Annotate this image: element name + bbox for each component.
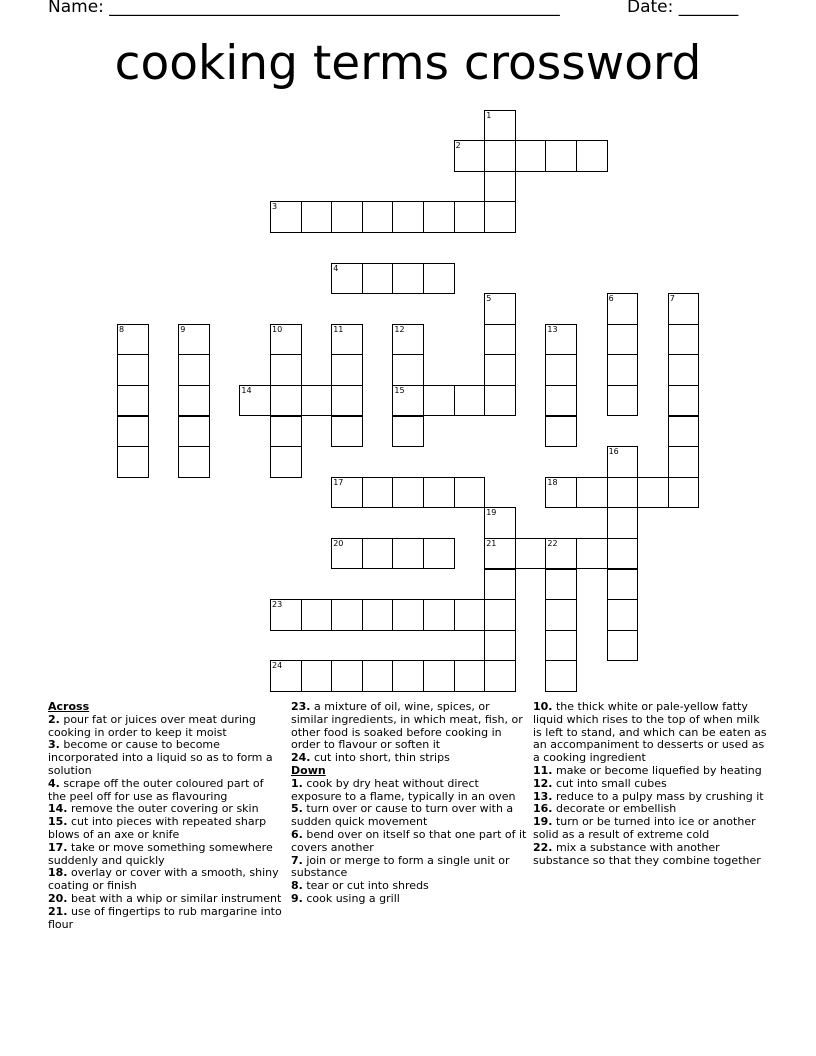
grid-cell[interactable] [607, 599, 639, 631]
grid-cell[interactable] [668, 385, 700, 417]
clue-number: 18 [547, 477, 558, 487]
grid-cell[interactable] [362, 201, 394, 233]
grid-cell[interactable] [607, 538, 639, 570]
grid-cell[interactable] [301, 201, 333, 233]
clue-number-label: 5. [291, 802, 303, 816]
clue-number-label: 18. [48, 866, 68, 880]
grid-cell[interactable] [301, 599, 333, 631]
clue-number-label: 7. [291, 853, 303, 867]
clue-number-label: 20. [48, 891, 68, 905]
grid-cell[interactable] [331, 477, 363, 509]
grid-cell[interactable] [484, 171, 516, 203]
grid-cell[interactable] [484, 599, 516, 631]
clue-text: cut into short, thin strips [310, 751, 450, 765]
grid-cell[interactable] [545, 385, 577, 417]
clue-number: 7 [669, 294, 675, 304]
clue-number: 6 [608, 294, 614, 304]
grid-cell[interactable] [607, 507, 639, 539]
grid-cell[interactable] [239, 385, 271, 417]
clue-text: turn or be turned into ice or another solid as a result of extreme cold [533, 815, 756, 841]
clue-item [291, 778, 527, 804]
clue-text: bend over on itself so that one part of it covers another [291, 827, 527, 854]
grid-cell[interactable] [484, 660, 516, 692]
clue-number: 20 [333, 538, 344, 548]
grid-cell[interactable] [545, 354, 577, 386]
clue-text: join or merge to form a single unit or substance [291, 853, 510, 880]
clue-item [48, 714, 284, 740]
grid-cell[interactable] [423, 599, 455, 631]
grid-cell[interactable] [484, 293, 516, 325]
grid-cell[interactable] [392, 660, 424, 692]
clue-number: 11 [333, 324, 344, 334]
grid-cell[interactable] [301, 385, 333, 417]
clue-item [533, 842, 769, 868]
grid-cell[interactable] [362, 263, 394, 295]
clue-text: take or move something somewhere suddenly and quickly [48, 840, 273, 867]
clue-item [48, 739, 284, 777]
clue-item [291, 701, 527, 752]
grid-cell[interactable] [668, 446, 700, 478]
clue-number: 16 [608, 447, 619, 457]
clue-number-label: 16. [533, 802, 553, 816]
grid-cell[interactable] [484, 354, 516, 386]
clue-number: 12 [394, 324, 405, 334]
clue-text: pour fat or juices over meat during cooking in order to keep it moist [48, 712, 256, 739]
grid-cell[interactable] [668, 416, 700, 448]
grid-cell[interactable] [484, 140, 516, 172]
grid-cell[interactable] [117, 324, 149, 356]
clue-item [291, 893, 527, 906]
grid-cell[interactable] [331, 660, 363, 692]
clue-item [291, 855, 527, 881]
grid-cell[interactable] [423, 660, 455, 692]
grid-cell[interactable] [331, 324, 363, 356]
clue-number-label: 19. [533, 815, 553, 829]
clue-text: overlay or cover with a smooth, shiny coating or finish [48, 866, 279, 893]
grid-cell[interactable] [270, 201, 302, 233]
clue-number: 21 [486, 538, 497, 548]
across-heading: Across [48, 700, 90, 713]
clue-number-label: 2. [48, 712, 60, 726]
grid-cell[interactable] [454, 385, 486, 417]
clue-text: tear or cut into shreds [302, 879, 429, 893]
clue-number: 24 [272, 661, 283, 671]
grid-cell[interactable] [484, 538, 516, 570]
grid-cell[interactable] [607, 385, 639, 417]
grid-cell[interactable] [668, 293, 700, 325]
grid-cell[interactable] [178, 385, 210, 417]
grid-cell[interactable] [392, 477, 424, 509]
grid-cell[interactable] [331, 416, 363, 448]
clue-text: become or cause to become incorporated into a liquid so as to form a solution [48, 738, 273, 777]
name-field-label[interactable]: Name: _____________________________________________________ [48, 0, 560, 17]
clue-number: 5 [486, 294, 492, 304]
grid-cell[interactable] [607, 293, 639, 325]
grid-cell[interactable] [576, 477, 608, 509]
clue-number-label: 12. [533, 776, 553, 790]
clue-text: mix a substance with another substance so that they combine together [533, 840, 761, 867]
grid-cell[interactable] [545, 140, 577, 172]
grid-cell[interactable] [331, 538, 363, 570]
clue-number-label: 24. [291, 751, 311, 765]
clue-number: 8 [119, 324, 125, 334]
clue-item [48, 778, 284, 804]
clue-number: 4 [333, 263, 339, 273]
clue-column-2 [291, 701, 527, 906]
grid-cell[interactable] [178, 324, 210, 356]
grid-cell[interactable] [545, 569, 577, 601]
grid-cell[interactable] [637, 477, 669, 509]
clue-text: cook by dry heat without direct exposure to a flame, typically in an oven [291, 776, 516, 803]
clue-number-label: 13. [533, 789, 553, 803]
clue-text: remove the outer covering or skin [67, 802, 259, 816]
grid-cell[interactable] [545, 630, 577, 662]
grid-cell[interactable] [331, 599, 363, 631]
clue-number-label: 9. [291, 891, 303, 905]
grid-cell[interactable] [362, 538, 394, 570]
clue-text: make or become liquefied by heating [552, 763, 762, 777]
grid-cell[interactable] [576, 140, 608, 172]
clue-item [48, 906, 284, 932]
page-title: cooking terms crossword [114, 36, 702, 91]
clue-number-label: 4. [48, 776, 60, 790]
clue-number-label: 14. [48, 802, 68, 816]
grid-cell[interactable] [178, 416, 210, 448]
grid-cell[interactable] [392, 324, 424, 356]
clue-number-label: 11. [533, 763, 553, 777]
grid-cell[interactable] [607, 569, 639, 601]
grid-cell[interactable] [117, 416, 149, 448]
grid-cell[interactable] [392, 385, 424, 417]
grid-cell[interactable] [576, 538, 608, 570]
clue-number-label: 17. [48, 840, 68, 854]
grid-cell[interactable] [117, 354, 149, 386]
clue-number: 22 [547, 538, 558, 548]
clue-number: 23 [272, 600, 283, 610]
grid-cell[interactable] [423, 263, 455, 295]
clue-number-label: 3. [48, 738, 60, 752]
grid-cell[interactable] [545, 599, 577, 631]
clue-number: 3 [272, 202, 278, 212]
grid-cell[interactable] [178, 354, 210, 386]
grid-cell[interactable] [270, 324, 302, 356]
clue-item [291, 829, 527, 855]
grid-cell[interactable] [484, 569, 516, 601]
clue-text: a mixture of oil, wine, spices, or similar ingredients, in which meat, fish, or other food is soaked before cooking in order to flavour or soften it [291, 700, 523, 752]
clue-number: 19 [486, 508, 497, 518]
grid-cell[interactable] [668, 354, 700, 386]
clue-text: decorate or embellish [552, 802, 677, 816]
grid-cell[interactable] [607, 324, 639, 356]
grid-cell[interactable] [331, 385, 363, 417]
grid-cell[interactable] [362, 477, 394, 509]
grid-cell[interactable] [454, 477, 486, 509]
grid-cell[interactable] [392, 201, 424, 233]
grid-cell[interactable] [423, 201, 455, 233]
grid-cell[interactable] [362, 660, 394, 692]
grid-cell[interactable] [545, 538, 577, 570]
clue-column-3 [533, 701, 769, 867]
grid-cell[interactable] [607, 354, 639, 386]
clue-number: 9 [180, 324, 186, 334]
grid-cell[interactable] [331, 354, 363, 386]
grid-cell[interactable] [270, 599, 302, 631]
grid-cell[interactable] [607, 477, 639, 509]
date-field-label[interactable]: Date: _______ [627, 0, 739, 17]
clue-item [48, 867, 284, 893]
grid-cell[interactable] [392, 416, 424, 448]
grid-cell[interactable] [301, 660, 333, 692]
clue-item [291, 752, 527, 765]
clue-number: 13 [547, 324, 558, 334]
grid-cell[interactable] [362, 599, 394, 631]
grid-cell[interactable] [545, 416, 577, 448]
clue-number-label: 21. [48, 904, 68, 918]
grid-cell[interactable] [484, 201, 516, 233]
clue-item [48, 842, 284, 868]
grid-cell[interactable] [117, 385, 149, 417]
grid-cell[interactable] [484, 324, 516, 356]
grid-cell[interactable] [270, 446, 302, 478]
clue-column-1 [48, 701, 284, 931]
clue-text: scrape off the outer coloured part of the peel off for use as flavouring [48, 776, 264, 803]
grid-cell[interactable] [423, 385, 455, 417]
clue-number: 2 [455, 141, 461, 151]
grid-cell[interactable] [270, 354, 302, 386]
clue-item [533, 701, 769, 765]
grid-cell[interactable] [331, 201, 363, 233]
clue-text: the thick white or pale-yellow fatty liquid which rises to the top of when milk is left to stand, and which can be eaten as an accompaniment to desserts or used as a cooking ingredient [533, 700, 767, 765]
clue-number: 14 [241, 385, 252, 395]
grid-cell[interactable] [545, 477, 577, 509]
grid-cell[interactable] [484, 385, 516, 417]
grid-cell[interactable] [484, 110, 516, 142]
grid-cell[interactable] [515, 538, 547, 570]
grid-cell[interactable] [423, 477, 455, 509]
clue-text: reduce to a pulpy mass by crushing it [552, 789, 764, 803]
clue-text: turn over or cause to turn over with a sudden quick movement [291, 802, 514, 829]
grid-cell[interactable] [270, 660, 302, 692]
down-heading: Down [291, 763, 326, 777]
grid-cell[interactable] [668, 324, 700, 356]
clue-number-label: 8. [291, 879, 303, 893]
clue-item [291, 803, 527, 829]
grid-cell[interactable] [545, 660, 577, 692]
grid-cell[interactable] [545, 324, 577, 356]
grid-cell[interactable] [392, 538, 424, 570]
clue-number: 17 [333, 477, 344, 487]
grid-cell[interactable] [454, 201, 486, 233]
clue-number: 15 [394, 385, 405, 395]
clue-text: cut into small cubes [552, 776, 667, 790]
grid-cell[interactable] [454, 140, 486, 172]
grid-cell[interactable] [454, 599, 486, 631]
clue-number-label: 22. [533, 840, 553, 854]
grid-cell[interactable] [392, 263, 424, 295]
grid-cell[interactable] [484, 507, 516, 539]
grid-cell[interactable] [454, 660, 486, 692]
clue-number-label: 1. [291, 776, 303, 790]
grid-cell[interactable] [178, 446, 210, 478]
clue-item [48, 816, 284, 842]
grid-cell[interactable] [668, 477, 700, 509]
grid-cell[interactable] [607, 630, 639, 662]
clue-text: cut into pieces with repeated sharp blows of an axe or knife [48, 815, 267, 841]
grid-cell[interactable] [515, 140, 547, 172]
grid-cell[interactable] [392, 599, 424, 631]
grid-cell[interactable] [484, 630, 516, 662]
clue-number-label: 6. [291, 827, 303, 841]
clue-text: cook using a grill [302, 891, 400, 905]
grid-cell[interactable] [270, 416, 302, 448]
grid-cell[interactable] [392, 354, 424, 386]
grid-cell[interactable] [331, 263, 363, 295]
clue-item [533, 816, 769, 842]
clue-text: use of fingertips to rub margarine into flour [48, 904, 282, 931]
clue-number: 1 [486, 110, 492, 120]
clue-number-label: 10. [533, 700, 553, 713]
clue-number: 10 [272, 324, 283, 334]
grid-cell[interactable] [423, 538, 455, 570]
clue-number-label: 15. [48, 815, 68, 829]
grid-cell[interactable] [607, 446, 639, 478]
grid-cell[interactable] [117, 446, 149, 478]
clue-text: beat with a whip or similar instrument [67, 891, 282, 905]
clue-number-label: 23. [291, 700, 311, 713]
grid-cell[interactable] [270, 385, 302, 417]
